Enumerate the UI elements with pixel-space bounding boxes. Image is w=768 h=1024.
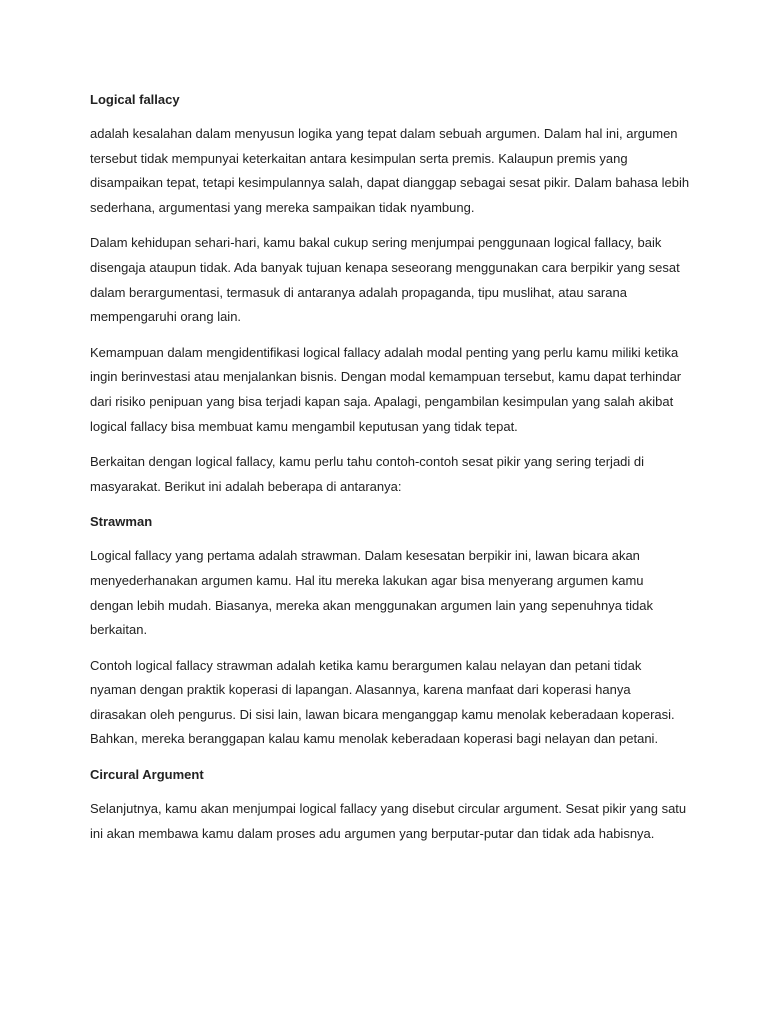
- heading-logical-fallacy: Logical fallacy: [90, 92, 180, 107]
- paragraph-examples-intro: Berkaitan dengan logical fallacy, kamu perlu tahu contoh-contoh sesat pikir yang sering terjadi di masyarakat. Berikut ini adalah beberapa di antaranya:: [90, 454, 645, 494]
- paragraph-strawman-explanation: Logical fallacy yang pertama adalah strawman. Dalam kesesatan berpikir ini, lawan bicara akan menyederhanakan argumen kamu. Hal itu mereka lakukan agar bisa menyerang argumen kamu dengan lebih mudah. Biasanya, mereka akan menggunakan argumen lain yang sepenuhnya tidak berkaitan.: [90, 548, 653, 638]
- document-body: [90, 88, 690, 846]
- heading-strawman: Strawman: [90, 514, 153, 530]
- paragraph-everyday-use: Dalam kehidupan sehari-hari, kamu bakal cukup sering menjumpai penggunaan logical fallacy, baik disengaja ataupun tidak. Ada banyak tujuan kenapa seseorang menggunakan cara berpikir yang sesat dalam berargumentasi, termasuk di antaranya adalah propaganda, tipu muslihat, atau sarana mempengaruhi orang lain.: [90, 235, 680, 325]
- paragraph-importance: Kemampuan dalam mengidentifikasi logical fallacy adalah modal penting yang perlu kamu miliki ketika ingin berinvestasi atau menjalankan bisnis. Dengan modal kemampuan tersebut, kamu dapat terhindar dari risiko penipuan yang bisa terjadi kapan saja. Apalagi, pengambilan kesimpulan yang salah akibat logical fallacy bisa membuat kamu mengambil keputusan yang tidak tepat.: [90, 344, 682, 434]
- paragraph-strawman-example: Contoh logical fallacy strawman adalah ketika kamu berargumen kalau nelayan dan petani tidak nyaman dengan praktik koperasi di lapangan. Alasannya, karena manfaat dari koperasi hanya dirasakan oleh pengurus. Di sisi lain, lawan bicara menganggap kamu menolak keberadaan koperasi. Bahkan, mereka beranggapan kalau kamu menolak keberadaan koperasi bagi nelayan dan petani.: [90, 657, 675, 747]
- paragraph-definition: adalah kesalahan dalam menyusun logika yang tepat dalam sebuah argumen. Dalam hal ini, argumen tersebut tidak mempunyai keterkaitan antara kesimpulan serta premis. Kalaupun premis yang disampaikan tepat, tetapi kesimpulannya salah, dapat dianggap sebagai sesat pikir. Dalam bahasa lebih sederhana, argumentasi yang mereka sampaikan tidak nyambung.: [90, 126, 690, 215]
- heading-circular-argument: Circural Argument: [90, 767, 204, 783]
- paragraph-circular-argument: Selanjutnya, kamu akan menjumpai logical fallacy yang disebut circular argument. Sesat pikir yang satu ini akan membawa kamu dalam proses adu argumen yang berputar-putar dan tidak ada habisnya.: [90, 801, 687, 841]
